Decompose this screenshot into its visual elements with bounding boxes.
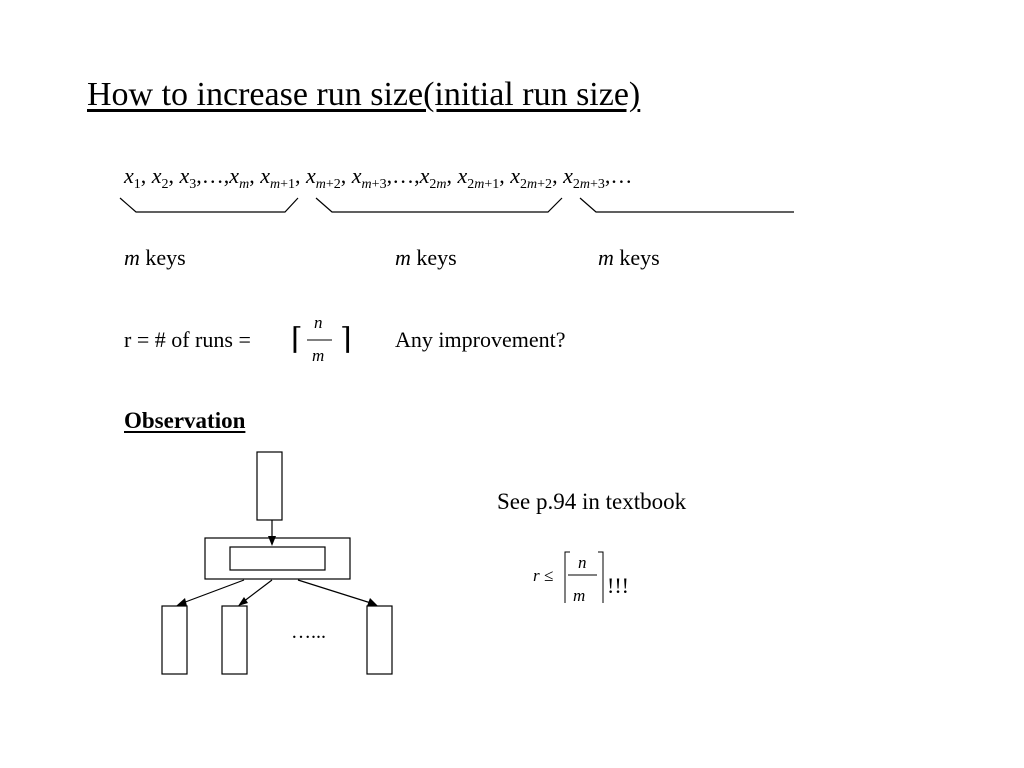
- term-variable: x: [419, 163, 430, 188]
- brace-1: [120, 198, 298, 212]
- group-var: m: [598, 245, 614, 270]
- term-variable: x: [305, 163, 316, 188]
- term-subscript: 2m: [429, 177, 447, 192]
- term-subscript: m+2: [315, 177, 341, 192]
- term-separator: ,…,: [196, 163, 230, 188]
- term-separator: ,: [340, 163, 352, 188]
- input-buffer: [257, 452, 282, 520]
- term-separator: ,: [446, 163, 458, 188]
- term-variable: x: [457, 163, 468, 188]
- term-variable: x: [563, 163, 573, 188]
- group-var: m: [124, 245, 140, 270]
- slide-title: How to increase run size(initial run size): [87, 76, 641, 113]
- output-run-3: [367, 606, 392, 674]
- output-arrowhead-1: [176, 598, 187, 606]
- group-text: keys: [410, 245, 457, 270]
- output-arrow-3: [298, 580, 374, 604]
- term-separator: ,: [499, 163, 511, 188]
- more-runs-ellipsis: …...: [291, 621, 326, 643]
- term-separator: ,: [249, 163, 261, 188]
- group-var: m: [395, 245, 411, 270]
- term-variable: x: [151, 163, 162, 188]
- term-variable: x: [179, 163, 190, 188]
- brace-3: [580, 198, 794, 212]
- term-variable: x: [229, 163, 240, 188]
- runs-formula-lhs: r = # of runs =: [124, 327, 251, 352]
- output-arrowhead-2: [238, 597, 248, 606]
- term-separator: ,: [140, 163, 152, 188]
- group-text: keys: [613, 245, 660, 270]
- group-text: keys: [139, 245, 186, 270]
- bound-ceil-left: [565, 552, 570, 603]
- term-subscript: 3: [189, 177, 197, 192]
- textbook-reference: See p.94 in textbook: [497, 489, 687, 514]
- memory-box-outer: [205, 538, 350, 579]
- output-arrowhead-3: [367, 598, 378, 606]
- improvement-question: Any improvement?: [395, 327, 566, 352]
- output-run-2: [222, 606, 247, 674]
- runs-denominator: m: [312, 346, 325, 365]
- term-separator: ,: [552, 163, 564, 188]
- bound-ceil-right: [598, 552, 603, 603]
- ceil-left: ⌈: [291, 323, 303, 356]
- bound-lhs: r ≤: [533, 566, 554, 585]
- bound-suffix: !!!: [607, 573, 629, 598]
- term-variable: x: [260, 163, 270, 188]
- term-subscript: 2m+1: [467, 177, 500, 192]
- memory-box-inner: [230, 547, 325, 570]
- term-subscript: m: [239, 177, 250, 192]
- term-variable: x: [124, 163, 134, 188]
- term-separator: ,…,: [386, 163, 420, 188]
- runs-numerator: n: [314, 313, 323, 332]
- term-variable: x: [510, 163, 521, 188]
- brace-2: [316, 198, 562, 212]
- output-run-1: [162, 606, 187, 674]
- term-separator: ,…: [604, 163, 633, 188]
- term-subscript: 2m+2: [520, 177, 553, 192]
- bound-denominator: m: [573, 586, 586, 605]
- term-subscript: m+1: [269, 177, 295, 192]
- output-arrow-2: [243, 580, 272, 602]
- output-arrow-1: [180, 580, 244, 604]
- term-subscript: 1: [133, 177, 141, 192]
- term-variable: x: [351, 163, 362, 188]
- term-subscript: 2m+3: [572, 177, 605, 192]
- observation-heading: Observation: [124, 408, 246, 433]
- term-subscript: m+3: [361, 177, 387, 192]
- term-subscript: 2: [161, 177, 169, 192]
- term-separator: ,: [294, 163, 306, 188]
- bound-numerator: n: [578, 553, 587, 572]
- term-separator: ,: [168, 163, 180, 188]
- ceil-right: ⌉: [340, 323, 352, 356]
